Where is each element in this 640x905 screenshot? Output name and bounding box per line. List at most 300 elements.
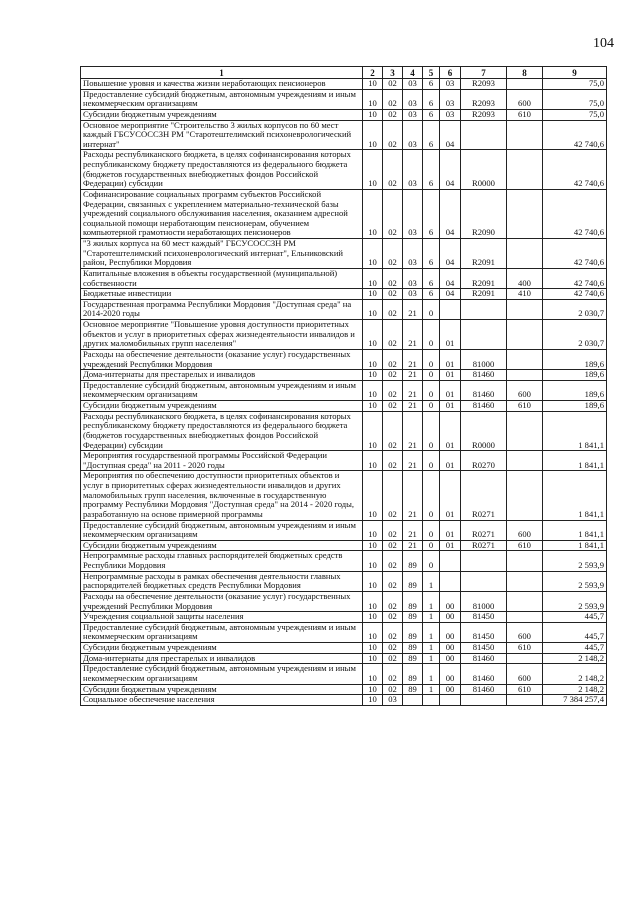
direction-cell: 81460 bbox=[461, 653, 507, 664]
table-row bbox=[81, 664, 607, 684]
amount-cell: 42 740,6 bbox=[543, 289, 607, 300]
expense-type-cell: 600 bbox=[507, 664, 543, 684]
amount-cell: 2 030,7 bbox=[543, 299, 607, 319]
table-row bbox=[81, 120, 607, 150]
section-cell: 10 bbox=[363, 551, 383, 571]
subsection-cell: 02 bbox=[383, 643, 403, 654]
expense-type-cell bbox=[507, 370, 543, 381]
subsection-cell: 02 bbox=[383, 239, 403, 269]
section-cell: 10 bbox=[363, 380, 383, 400]
amount-cell: 75,0 bbox=[543, 89, 607, 109]
row-name-cell: Предоставление субсидий бюджетным, автономным учреждениям и иным некоммерческим организациям bbox=[81, 89, 363, 109]
section-cell: 10 bbox=[363, 109, 383, 120]
subprogram-cell: 1 bbox=[423, 653, 440, 664]
table-row bbox=[81, 643, 607, 654]
direction-cell: 81450 bbox=[461, 622, 507, 642]
measure-cell: 01 bbox=[440, 471, 461, 520]
program-cell: 03 bbox=[403, 150, 423, 190]
amount-cell: 2 593,9 bbox=[543, 551, 607, 571]
expense-type-cell: 400 bbox=[507, 268, 543, 288]
measure-cell: 00 bbox=[440, 643, 461, 654]
column-header: 9 bbox=[543, 67, 607, 79]
program-cell: 21 bbox=[403, 380, 423, 400]
measure-cell: 01 bbox=[440, 380, 461, 400]
subsection-cell: 02 bbox=[383, 471, 403, 520]
subprogram-cell: 1 bbox=[423, 622, 440, 642]
amount-cell: 189,6 bbox=[543, 401, 607, 412]
section-cell: 10 bbox=[363, 289, 383, 300]
table-row bbox=[81, 239, 607, 269]
section-cell: 10 bbox=[363, 299, 383, 319]
table-row bbox=[81, 471, 607, 520]
table-row bbox=[81, 89, 607, 109]
direction-cell: R0271 bbox=[461, 471, 507, 520]
row-name-cell: Предоставление субсидий бюджетным, автономным учреждениям и иным некоммерческим организациям bbox=[81, 380, 363, 400]
measure-cell: 03 bbox=[440, 79, 461, 90]
subsection-cell: 02 bbox=[383, 401, 403, 412]
amount-cell: 42 740,6 bbox=[543, 150, 607, 190]
subprogram-cell: 1 bbox=[423, 664, 440, 684]
column-header: 2 bbox=[363, 67, 383, 79]
subprogram-cell: 0 bbox=[423, 320, 440, 350]
row-name-cell: Расходы на обеспечение деятельности (оказание услуг) государственных учреждений Республики Мордовия bbox=[81, 591, 363, 611]
section-cell: 10 bbox=[363, 540, 383, 551]
subsection-cell: 02 bbox=[383, 622, 403, 642]
expense-type-cell bbox=[507, 451, 543, 471]
measure-cell bbox=[440, 571, 461, 591]
table-row bbox=[81, 411, 607, 451]
table-row bbox=[81, 540, 607, 551]
program-cell: 21 bbox=[403, 401, 423, 412]
amount-cell: 445,7 bbox=[543, 612, 607, 623]
table-row bbox=[81, 370, 607, 381]
program-cell: 89 bbox=[403, 664, 423, 684]
direction-cell: 81460 bbox=[461, 370, 507, 381]
program-cell: 21 bbox=[403, 520, 423, 540]
direction-cell: 81460 bbox=[461, 401, 507, 412]
measure-cell: 00 bbox=[440, 612, 461, 623]
expense-type-cell: 610 bbox=[507, 540, 543, 551]
table-row bbox=[81, 189, 607, 238]
subsection-cell: 02 bbox=[383, 540, 403, 551]
expense-type-cell bbox=[507, 612, 543, 623]
row-name-cell: Капитальные вложения в объекты государственной (муниципальной) собственности bbox=[81, 268, 363, 288]
direction-cell bbox=[461, 120, 507, 150]
measure-cell: 04 bbox=[440, 120, 461, 150]
row-name-cell: Расходы республиканского бюджета, в целях софинансирования которых республиканскому бюджету предоставляются из федерального бюджета (бюджетов государственных внебюджетных фондов Российской Федерации) субсидии bbox=[81, 411, 363, 451]
measure-cell: 04 bbox=[440, 239, 461, 269]
table-row bbox=[81, 695, 607, 706]
direction-cell: R2093 bbox=[461, 89, 507, 109]
row-name-cell: Социальное обеспечение населения bbox=[81, 695, 363, 706]
column-header: 1 bbox=[81, 67, 363, 79]
table-row bbox=[81, 591, 607, 611]
amount-cell: 42 740,6 bbox=[543, 120, 607, 150]
subsection-cell: 03 bbox=[383, 695, 403, 706]
measure-cell bbox=[440, 551, 461, 571]
measure-cell: 00 bbox=[440, 664, 461, 684]
table-row bbox=[81, 684, 607, 695]
direction-cell: 81460 bbox=[461, 664, 507, 684]
subprogram-cell: 6 bbox=[423, 150, 440, 190]
program-cell: 89 bbox=[403, 571, 423, 591]
expense-type-cell bbox=[507, 695, 543, 706]
section-cell: 10 bbox=[363, 401, 383, 412]
program-cell: 21 bbox=[403, 540, 423, 551]
section-cell: 10 bbox=[363, 451, 383, 471]
direction-cell: R0000 bbox=[461, 411, 507, 451]
subsection-cell: 02 bbox=[383, 79, 403, 90]
row-name-cell: Основное мероприятие "Строительство 3 жилых корпусов по 60 мест каждый ГБСУСОССЗН РМ "Старотештелимский психоневрологический интернат" bbox=[81, 120, 363, 150]
section-cell: 10 bbox=[363, 664, 383, 684]
subsection-cell: 02 bbox=[383, 451, 403, 471]
subsection-cell: 02 bbox=[383, 520, 403, 540]
expense-type-cell bbox=[507, 150, 543, 190]
subprogram-cell: 0 bbox=[423, 471, 440, 520]
program-cell: 03 bbox=[403, 120, 423, 150]
measure-cell bbox=[440, 299, 461, 319]
amount-cell: 2 030,7 bbox=[543, 320, 607, 350]
row-name-cell: Субсидии бюджетным учреждениям bbox=[81, 401, 363, 412]
program-cell: 21 bbox=[403, 320, 423, 350]
section-cell: 10 bbox=[363, 695, 383, 706]
measure-cell: 01 bbox=[440, 520, 461, 540]
expense-type-cell: 610 bbox=[507, 643, 543, 654]
amount-cell: 1 841,1 bbox=[543, 451, 607, 471]
subprogram-cell: 1 bbox=[423, 591, 440, 611]
measure-cell: 03 bbox=[440, 89, 461, 109]
measure-cell: 01 bbox=[440, 451, 461, 471]
measure-cell: 01 bbox=[440, 401, 461, 412]
program-cell: 03 bbox=[403, 189, 423, 238]
amount-cell: 7 384 257,4 bbox=[543, 695, 607, 706]
measure-cell: 00 bbox=[440, 622, 461, 642]
program-cell: 89 bbox=[403, 643, 423, 654]
row-name-cell: "3 жилых корпуса на 60 мест каждый" ГБСУСОССЗН РМ "Старотештелимский психоневрологический интернат", Ельниковский район, Республики Мордовия bbox=[81, 239, 363, 269]
amount-cell: 42 740,6 bbox=[543, 268, 607, 288]
subprogram-cell: 0 bbox=[423, 551, 440, 571]
direction-cell: R2093 bbox=[461, 109, 507, 120]
subprogram-cell: 6 bbox=[423, 189, 440, 238]
subprogram-cell: 0 bbox=[423, 370, 440, 381]
subprogram-cell: 6 bbox=[423, 109, 440, 120]
program-cell: 03 bbox=[403, 268, 423, 288]
row-name-cell: Дома-интернаты для престарелых и инвалидов bbox=[81, 653, 363, 664]
table-row bbox=[81, 451, 607, 471]
expense-type-cell bbox=[507, 239, 543, 269]
table-row bbox=[81, 653, 607, 664]
program-cell: 89 bbox=[403, 684, 423, 695]
amount-cell: 2 148,2 bbox=[543, 684, 607, 695]
amount-cell: 42 740,6 bbox=[543, 189, 607, 238]
subsection-cell: 02 bbox=[383, 299, 403, 319]
expense-type-cell bbox=[507, 189, 543, 238]
section-cell: 10 bbox=[363, 612, 383, 623]
expense-type-cell bbox=[507, 320, 543, 350]
subsection-cell: 02 bbox=[383, 349, 403, 369]
direction-cell bbox=[461, 551, 507, 571]
subprogram-cell: 0 bbox=[423, 349, 440, 369]
amount-cell: 2 148,2 bbox=[543, 664, 607, 684]
table-row bbox=[81, 571, 607, 591]
amount-cell: 75,0 bbox=[543, 79, 607, 90]
amount-cell: 1 841,1 bbox=[543, 411, 607, 451]
row-name-cell: Государственная программа Республики Мордовия "Доступная среда" на 2014-2020 годы bbox=[81, 299, 363, 319]
section-cell: 10 bbox=[363, 349, 383, 369]
direction-cell: 81460 bbox=[461, 380, 507, 400]
column-header: 4 bbox=[403, 67, 423, 79]
column-header: 3 bbox=[383, 67, 403, 79]
measure-cell: 01 bbox=[440, 349, 461, 369]
subprogram-cell: 0 bbox=[423, 380, 440, 400]
section-cell: 10 bbox=[363, 239, 383, 269]
measure-cell: 04 bbox=[440, 189, 461, 238]
table-row bbox=[81, 299, 607, 319]
program-cell: 89 bbox=[403, 591, 423, 611]
row-name-cell: Субсидии бюджетным учреждениям bbox=[81, 109, 363, 120]
program-cell: 03 bbox=[403, 109, 423, 120]
direction-cell bbox=[461, 695, 507, 706]
section-cell: 10 bbox=[363, 320, 383, 350]
table-row bbox=[81, 380, 607, 400]
program-cell: 89 bbox=[403, 622, 423, 642]
amount-cell: 2 148,2 bbox=[543, 653, 607, 664]
expense-type-cell bbox=[507, 551, 543, 571]
program-cell: 03 bbox=[403, 289, 423, 300]
table-row bbox=[81, 401, 607, 412]
budget-table bbox=[80, 66, 607, 706]
row-name-cell: Предоставление субсидий бюджетным, автономным учреждениям и иным некоммерческим организациям bbox=[81, 664, 363, 684]
table-row bbox=[81, 109, 607, 120]
section-cell: 10 bbox=[363, 571, 383, 591]
expense-type-cell bbox=[507, 120, 543, 150]
section-cell: 10 bbox=[363, 268, 383, 288]
direction-cell: 81460 bbox=[461, 684, 507, 695]
program-cell: 89 bbox=[403, 653, 423, 664]
direction-cell: R0270 bbox=[461, 451, 507, 471]
subsection-cell: 02 bbox=[383, 684, 403, 695]
amount-cell: 1 841,1 bbox=[543, 520, 607, 540]
amount-cell: 2 593,9 bbox=[543, 591, 607, 611]
subprogram-cell: 1 bbox=[423, 571, 440, 591]
column-header: 7 bbox=[461, 67, 507, 79]
section-cell: 10 bbox=[363, 411, 383, 451]
program-cell: 21 bbox=[403, 411, 423, 451]
subsection-cell: 02 bbox=[383, 370, 403, 381]
expense-type-cell: 600 bbox=[507, 520, 543, 540]
direction-cell: R2090 bbox=[461, 189, 507, 238]
direction-cell: R0000 bbox=[461, 150, 507, 190]
section-cell: 10 bbox=[363, 370, 383, 381]
subsection-cell: 02 bbox=[383, 320, 403, 350]
direction-cell: R0271 bbox=[461, 540, 507, 551]
table-row bbox=[81, 551, 607, 571]
row-name-cell: Мероприятия государственной программы Российской Федерации "Доступная среда" на 2011 - 2020 годы bbox=[81, 451, 363, 471]
program-cell: 03 bbox=[403, 239, 423, 269]
amount-cell: 445,7 bbox=[543, 643, 607, 654]
subsection-cell: 02 bbox=[383, 289, 403, 300]
row-name-cell: Субсидии бюджетным учреждениям bbox=[81, 540, 363, 551]
subsection-cell: 02 bbox=[383, 89, 403, 109]
amount-cell: 445,7 bbox=[543, 622, 607, 642]
expense-type-cell: 610 bbox=[507, 109, 543, 120]
subprogram-cell: 6 bbox=[423, 79, 440, 90]
table-row bbox=[81, 150, 607, 190]
program-cell: 03 bbox=[403, 79, 423, 90]
program-cell: 21 bbox=[403, 299, 423, 319]
expense-type-cell: 610 bbox=[507, 684, 543, 695]
subprogram-cell: 1 bbox=[423, 643, 440, 654]
row-name-cell: Непрограммные расходы в рамках обеспечения деятельности главных распорядителей бюджетных средств Республики Мордовия bbox=[81, 571, 363, 591]
direction-cell: 81000 bbox=[461, 591, 507, 611]
subprogram-cell: 6 bbox=[423, 120, 440, 150]
row-name-cell: Бюджетные инвестиции bbox=[81, 289, 363, 300]
subprogram-cell: 6 bbox=[423, 289, 440, 300]
expense-type-cell: 600 bbox=[507, 380, 543, 400]
measure-cell: 01 bbox=[440, 411, 461, 451]
program-cell: 21 bbox=[403, 370, 423, 381]
page-number: 104 bbox=[593, 36, 614, 51]
expense-type-cell: 410 bbox=[507, 289, 543, 300]
program-cell: 21 bbox=[403, 349, 423, 369]
expense-type-cell bbox=[507, 571, 543, 591]
section-cell: 10 bbox=[363, 120, 383, 150]
measure-cell: 00 bbox=[440, 684, 461, 695]
row-name-cell: Субсидии бюджетным учреждениям bbox=[81, 643, 363, 654]
amount-cell: 189,6 bbox=[543, 380, 607, 400]
section-cell: 10 bbox=[363, 189, 383, 238]
amount-cell: 189,6 bbox=[543, 349, 607, 369]
row-name-cell: Повышение уровня и качества жизни неработающих пенсионеров bbox=[81, 79, 363, 90]
measure-cell: 00 bbox=[440, 591, 461, 611]
table-row bbox=[81, 349, 607, 369]
direction-cell: R0271 bbox=[461, 520, 507, 540]
measure-cell: 01 bbox=[440, 320, 461, 350]
subsection-cell: 02 bbox=[383, 380, 403, 400]
expense-type-cell: 600 bbox=[507, 622, 543, 642]
section-cell: 10 bbox=[363, 684, 383, 695]
row-name-cell: Непрограммные расходы главных распорядителей бюджетных средств Республики Мордовия bbox=[81, 551, 363, 571]
measure-cell: 01 bbox=[440, 540, 461, 551]
section-cell: 10 bbox=[363, 653, 383, 664]
subsection-cell: 02 bbox=[383, 120, 403, 150]
expense-type-cell bbox=[507, 349, 543, 369]
program-cell: 21 bbox=[403, 451, 423, 471]
row-name-cell: Софинансирование социальных программ субъектов Российской Федерации, связанных с укреплением материально-технической базы учреждений социального обслуживания населения, оказанием адресной социальной помощи неработающим пенсионерам, обучением компьютерной грамотности неработающих пенсионеров bbox=[81, 189, 363, 238]
row-name-cell: Предоставление субсидий бюджетным, автономным учреждениям и иным некоммерческим организациям bbox=[81, 520, 363, 540]
table-row bbox=[81, 320, 607, 350]
subsection-cell: 02 bbox=[383, 591, 403, 611]
expense-type-cell bbox=[507, 411, 543, 451]
row-name-cell: Мероприятия по обеспечению доступности приоритетных объектов и услуг в приоритетных сферах жизнедеятельности инвалидов и других маломобильных групп населения, включенные в государственную программу Республики Мордовия "Доступная среда" на 2014 - 2020 годы, разработанную на основе примерной программы bbox=[81, 471, 363, 520]
table-row bbox=[81, 268, 607, 288]
direction-cell: 81450 bbox=[461, 643, 507, 654]
section-cell: 10 bbox=[363, 520, 383, 540]
direction-cell: R2091 bbox=[461, 289, 507, 300]
measure-cell: 04 bbox=[440, 268, 461, 288]
measure-cell: 04 bbox=[440, 289, 461, 300]
measure-cell: 01 bbox=[440, 370, 461, 381]
header-row bbox=[81, 67, 607, 79]
direction-cell: R2093 bbox=[461, 79, 507, 90]
subprogram-cell bbox=[423, 695, 440, 706]
direction-cell: R2091 bbox=[461, 239, 507, 269]
subsection-cell: 02 bbox=[383, 189, 403, 238]
subprogram-cell: 6 bbox=[423, 239, 440, 269]
direction-cell bbox=[461, 299, 507, 319]
column-header: 6 bbox=[440, 67, 461, 79]
measure-cell bbox=[440, 695, 461, 706]
row-name-cell: Предоставление субсидий бюджетным, автономным учреждениям и иным некоммерческим организациям bbox=[81, 622, 363, 642]
expense-type-cell bbox=[507, 591, 543, 611]
subsection-cell: 02 bbox=[383, 571, 403, 591]
subprogram-cell: 1 bbox=[423, 612, 440, 623]
section-cell: 10 bbox=[363, 471, 383, 520]
subsection-cell: 02 bbox=[383, 653, 403, 664]
expense-type-cell: 610 bbox=[507, 401, 543, 412]
table-row bbox=[81, 520, 607, 540]
expense-type-cell bbox=[507, 79, 543, 90]
row-name-cell: Расходы на обеспечение деятельности (оказание услуг) государственных учреждений Республики Мордовия bbox=[81, 349, 363, 369]
amount-cell: 42 740,6 bbox=[543, 239, 607, 269]
program-cell bbox=[403, 695, 423, 706]
measure-cell: 04 bbox=[440, 150, 461, 190]
subprogram-cell: 0 bbox=[423, 540, 440, 551]
expense-type-cell bbox=[507, 653, 543, 664]
column-header: 5 bbox=[423, 67, 440, 79]
row-name-cell: Расходы республиканского бюджета, в целях софинансирования которых республиканскому бюджету предоставляются из федерального бюджета (бюджетов государственных внебюджетных фондов Российской Федерации) субсидии bbox=[81, 150, 363, 190]
amount-cell: 189,6 bbox=[543, 370, 607, 381]
subprogram-cell: 1 bbox=[423, 684, 440, 695]
subsection-cell: 02 bbox=[383, 551, 403, 571]
row-name-cell: Основное мероприятие "Повышение уровня доступности приоритетных объектов и услуг в приоритетных сферах жизнедеятельности инвалидов и других маломобильных групп населения" bbox=[81, 320, 363, 350]
table-row bbox=[81, 612, 607, 623]
subprogram-cell: 0 bbox=[423, 299, 440, 319]
measure-cell: 03 bbox=[440, 109, 461, 120]
row-name-cell: Субсидии бюджетным учреждениям bbox=[81, 684, 363, 695]
row-name-cell: Дома-интернаты для престарелых и инвалидов bbox=[81, 370, 363, 381]
program-cell: 89 bbox=[403, 612, 423, 623]
amount-cell: 75,0 bbox=[543, 109, 607, 120]
section-cell: 10 bbox=[363, 591, 383, 611]
section-cell: 10 bbox=[363, 643, 383, 654]
subprogram-cell: 6 bbox=[423, 89, 440, 109]
subprogram-cell: 0 bbox=[423, 411, 440, 451]
subsection-cell: 02 bbox=[383, 411, 403, 451]
expense-type-cell: 600 bbox=[507, 89, 543, 109]
program-cell: 89 bbox=[403, 551, 423, 571]
amount-cell: 2 593,9 bbox=[543, 571, 607, 591]
amount-cell: 1 841,1 bbox=[543, 540, 607, 551]
direction-cell: 81450 bbox=[461, 612, 507, 623]
direction-cell: 81000 bbox=[461, 349, 507, 369]
subprogram-cell: 0 bbox=[423, 401, 440, 412]
section-cell: 10 bbox=[363, 150, 383, 190]
subsection-cell: 02 bbox=[383, 612, 403, 623]
table-row bbox=[81, 622, 607, 642]
section-cell: 10 bbox=[363, 89, 383, 109]
direction-cell: R2091 bbox=[461, 268, 507, 288]
column-header: 8 bbox=[507, 67, 543, 79]
row-name-cell: Учреждения социальной защиты населения bbox=[81, 612, 363, 623]
subprogram-cell: 6 bbox=[423, 268, 440, 288]
expense-type-cell bbox=[507, 299, 543, 319]
measure-cell: 00 bbox=[440, 653, 461, 664]
section-cell: 10 bbox=[363, 79, 383, 90]
table-row bbox=[81, 289, 607, 300]
table-row bbox=[81, 79, 607, 90]
amount-cell: 1 841,1 bbox=[543, 471, 607, 520]
